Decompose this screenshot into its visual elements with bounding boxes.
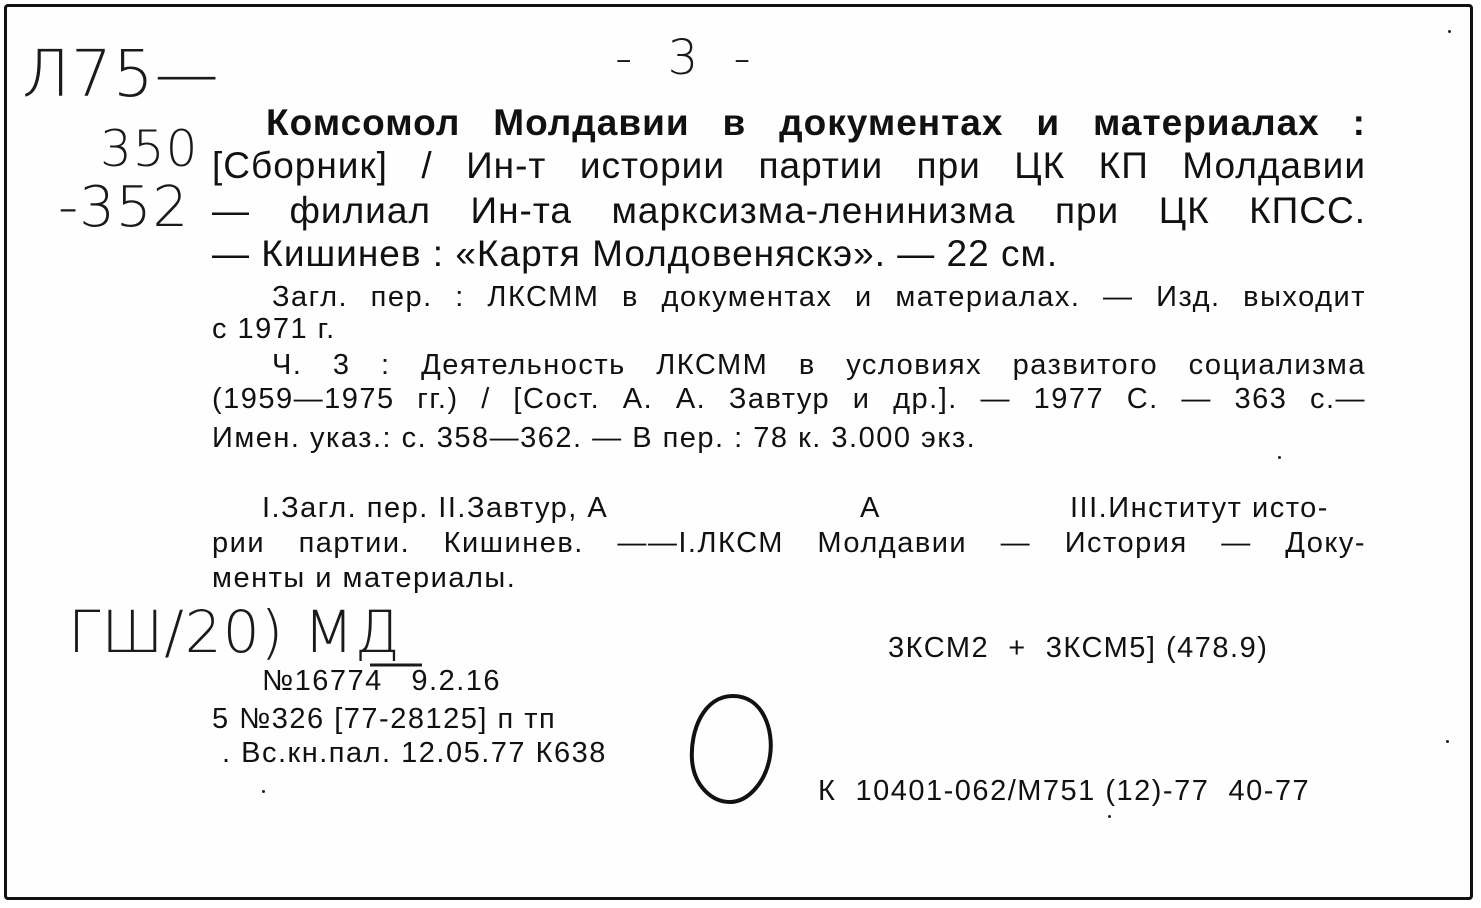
- page-number: - 3 -: [615, 30, 761, 86]
- speck: [1448, 30, 1451, 33]
- speck: [1446, 740, 1449, 743]
- shelf-mark-line1: Л75—: [22, 38, 220, 112]
- tracing-2: А: [860, 492, 881, 524]
- note-1-line-1: Загл. пер. : ЛКСММ в документах и материалах. — Изд. выходит: [272, 281, 1366, 313]
- tracing-line-3: менты и материалы.: [212, 562, 517, 594]
- shelf-mark-line3: -352: [58, 175, 190, 240]
- print-line-1: №16774 9.2.16: [262, 665, 502, 697]
- title-line-3: — филиал Ин-та марксизма-ленинизма при ЦК КПСС.: [212, 190, 1366, 231]
- note-2-line-1: Ч. 3 : Деятельность ЛКСММ в условиях развитого социализма: [272, 349, 1366, 381]
- shelf-mark-line2: 350: [100, 120, 199, 178]
- print-line-3: . Вс.кн.пал. 12.05.77 К638: [222, 737, 607, 769]
- tracing-1: I.Загл. пер. II.Завтур, А: [262, 492, 609, 524]
- title-line-4: — Кишинев : «Картя Молдовеняскэ». — 22 см.: [212, 233, 1059, 274]
- print-line-2: 5 №326 [77-28125] п тп: [212, 703, 557, 735]
- title-line-2: [Сборник] / Ин-т истории партии при ЦК КП Молдавии: [212, 145, 1366, 186]
- tracing-3: III.Институт исто-: [1070, 492, 1329, 524]
- note-1-line-2: с 1971 г.: [212, 313, 336, 345]
- speck: [262, 790, 265, 793]
- title-line-1: Комсомол Молдавии в документах и материалах :: [266, 102, 1366, 143]
- speck: [1278, 456, 1281, 459]
- print-code: К 10401-062/М751 (12)-77 40-77: [818, 775, 1311, 807]
- classification: 3КСМ2 + 3КСМ5] (478.9): [888, 632, 1269, 664]
- punch-hole-icon: [678, 690, 788, 810]
- handwritten-stamp-code: ГШ/20) МД: [68, 598, 401, 666]
- tracing-line-2: рии партии. Кишинев. ——I.ЛКСМ Молдавии — История — Доку-: [212, 527, 1366, 559]
- speck: [1108, 815, 1111, 818]
- note-2-line-3: Имен. указ.: с. 358—362. — В пер. : 78 к. 3.000 экз.: [212, 422, 977, 454]
- note-2-line-2: (1959—1975 гг.) / [Сост. А. А. Завтур и др.]. — 1977 С. — 363 с.—: [212, 383, 1366, 415]
